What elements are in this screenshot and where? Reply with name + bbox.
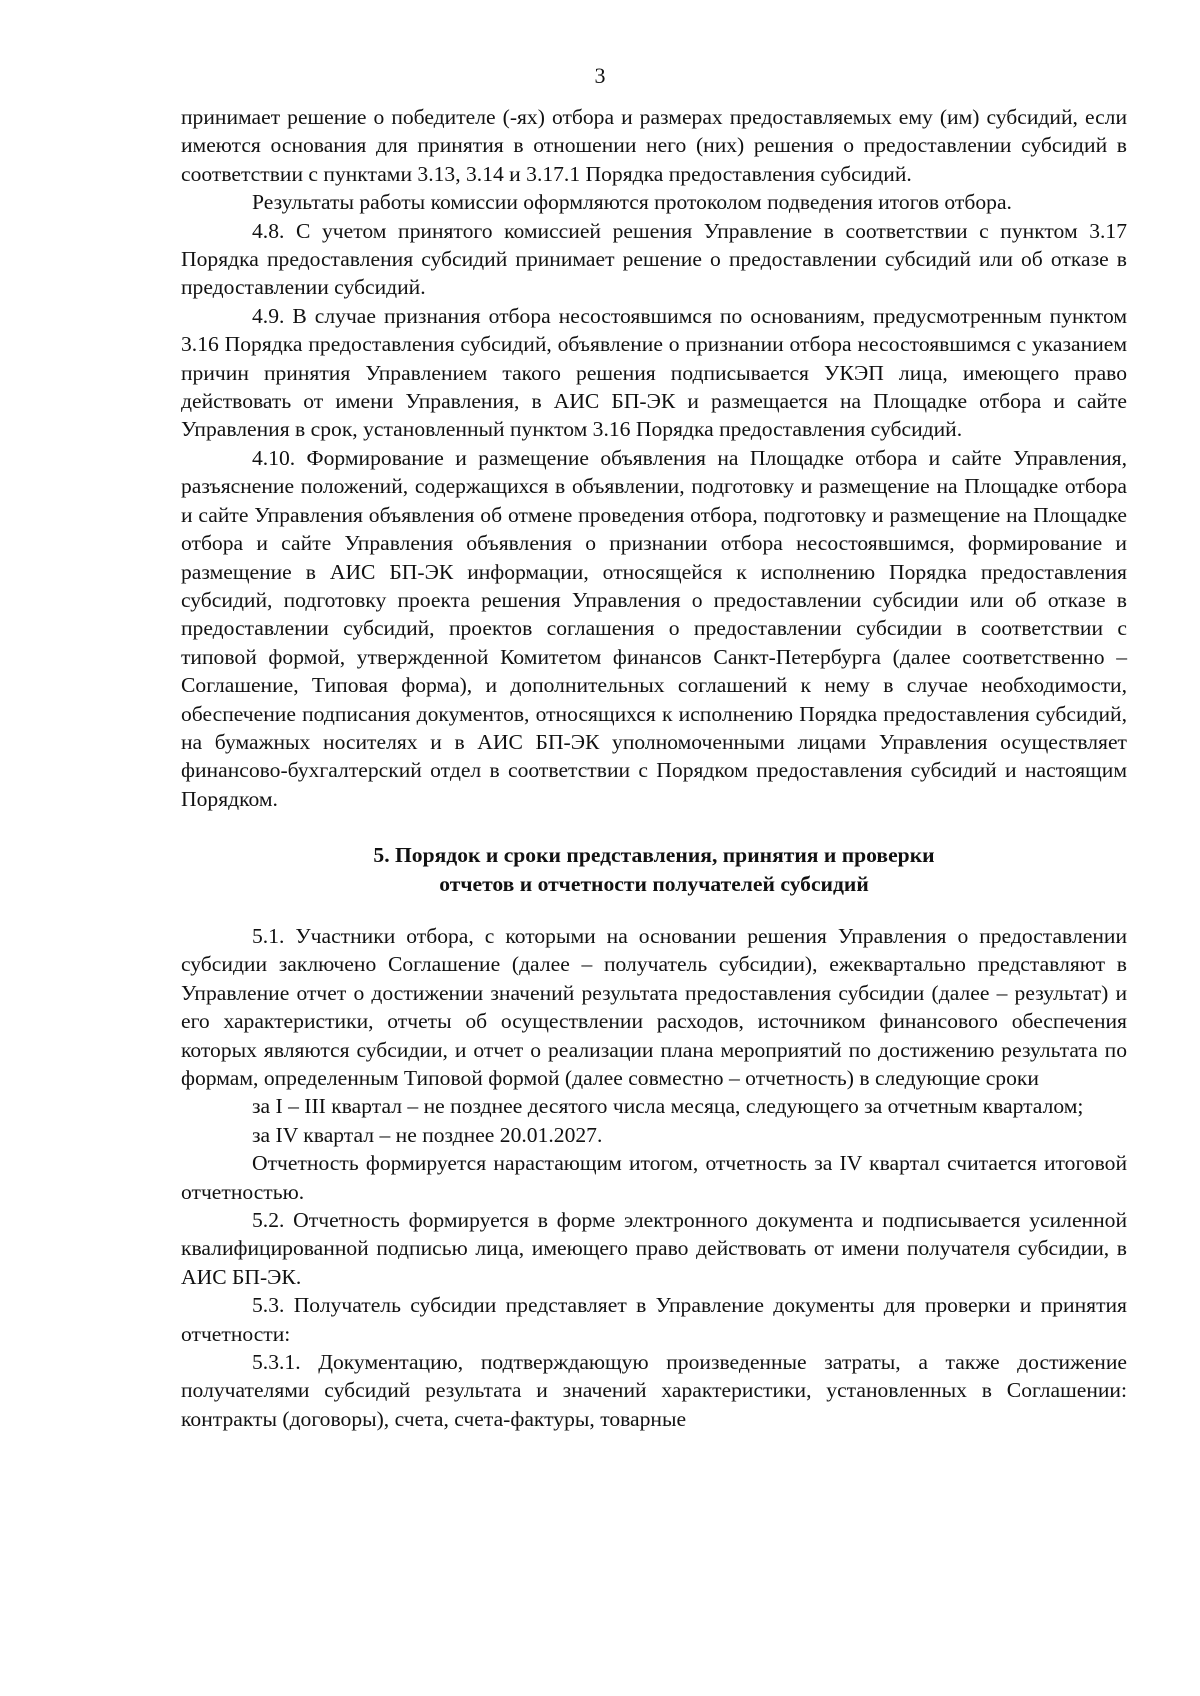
paragraph-5-1: 5.1. Участники отбора, с которыми на основании решения Управления о предоставлении субсидии заключено Соглашение (далее – получатель субсидии), ежеквартально представляют в Управление отчет о достижении значений результата предоставления субсидии (далее – результат) и его характеристики, отчеты об осуществлении расходов, источником финансового обеспечения которых являются субсидии, и отчет о реализации плана мероприятий по достижению результата по формам, определенным Типовой формой (далее совместно – отчетность) в следующие сроки — [181, 923, 1127, 1090]
paragraph-4-8: 4.8. С учетом принятого комиссией решения Управление в соответствии с пунктом 3.17 Порядка предоставления субсидий принимает решение о предоставлении субсидий или об отказе в предоставлении субсидий. — [181, 218, 1127, 300]
paragraph: Отчетность формируется нарастающим итогом, отчетность за IV квартал считается итоговой отчетностью. — [181, 1151, 1127, 1204]
document-body — [181, 103, 1127, 1433]
paragraph: принимает решение о победителе (-ях) отбора и размерах предоставляемых ему (им) субсидий, если имеются основания для принятия в отношении него (них) решения о предоставлении субсидий в соответствии с пунктами 3.13, 3.14 и 3.17.1 Порядка предоставления субсидий. — [181, 105, 1127, 186]
section-heading — [181, 841, 1127, 898]
section-heading-line-1: 5. Порядок и сроки представления, принятия и проверки — [373, 843, 935, 868]
paragraph-4-9: 4.9. В случае признания отбора несостоявшимся по основаниям, предусмотренным пунктом 3.16 Порядка предоставления субсидий, объявление о признании отбора несостоявшимся с указанием причин принятия Управлением такого решения подписывается УКЭП лица, имеющего право действовать от имени Управления, в АИС БП-ЭК и размещается на Площадке отбора и сайте Управления в срок, установленный пунктом 3.16 Порядка предоставления субсидий. — [181, 303, 1127, 442]
paragraph: за I – III квартал – не позднее десятого числа месяца, следующего за отчетным кварталом; — [252, 1094, 1084, 1119]
paragraph-5-3-1: 5.3.1. Документацию, подтверждающую произведенные затраты, а также достижение получателями субсидий результата и значений характеристики, установленных в Соглашении: контракты (договоры), счета, счета-фактуры, товарные — [181, 1350, 1127, 1431]
section-heading-line-2: отчетов и отчетности получателей субсидий — [439, 871, 869, 896]
paragraph-4-10: 4.10. Формирование и размещение объявления на Площадке отбора и сайте Управления, разъяснение положений, содержащихся в объявлении, подготовку и размещение на Площадке отбора и сайте Управления объявления об отмене проведения отбора, подготовку и размещение на Площадке отбора и сайте Управления объявления о признании отбора несостоявшимся, формирование и размещение в АИС БП-ЭК информации, относящейся к исполнению Порядка предоставления субсидий, подготовку проекта решения Управления о предоставлении субсидии или об отказе в предоставлении субсидий, проектов соглашения о предоставлении субсидии в соответствии с типовой формой, утвержденной Комитетом финансов Санкт-Петербурга (далее соответственно – Соглашение, Типовая форма), и дополнительных соглашений к нему в случае необходимости, обеспечение подписания документов, относящихся к исполнению Порядка предоставления субсидий, на бумажных носителях и в АИС БП-ЭК уполномоченными лицами Управления осуществляет финансово-бухгалтерский отдел в соответствии с Порядком предоставления субсидий и настоящим Порядком. — [181, 445, 1127, 811]
paragraph-5-3: 5.3. Получатель субсидии представляет в Управление документы для проверки и принятия отчетности: — [181, 1293, 1127, 1346]
paragraph-5-2: 5.2. Отчетность формируется в форме электронного документа и подписывается усиленной квалифицированной подписью лица, имеющего право действовать от имени получателя субсидии, в АИС БП-ЭК. — [181, 1208, 1127, 1289]
paragraph: Результаты работы комиссии оформляются протоколом подведения итогов отбора. — [252, 190, 1012, 215]
paragraph: за IV квартал – не позднее 20.01.2027. — [252, 1122, 603, 1147]
page-number: 3 — [594, 63, 606, 88]
